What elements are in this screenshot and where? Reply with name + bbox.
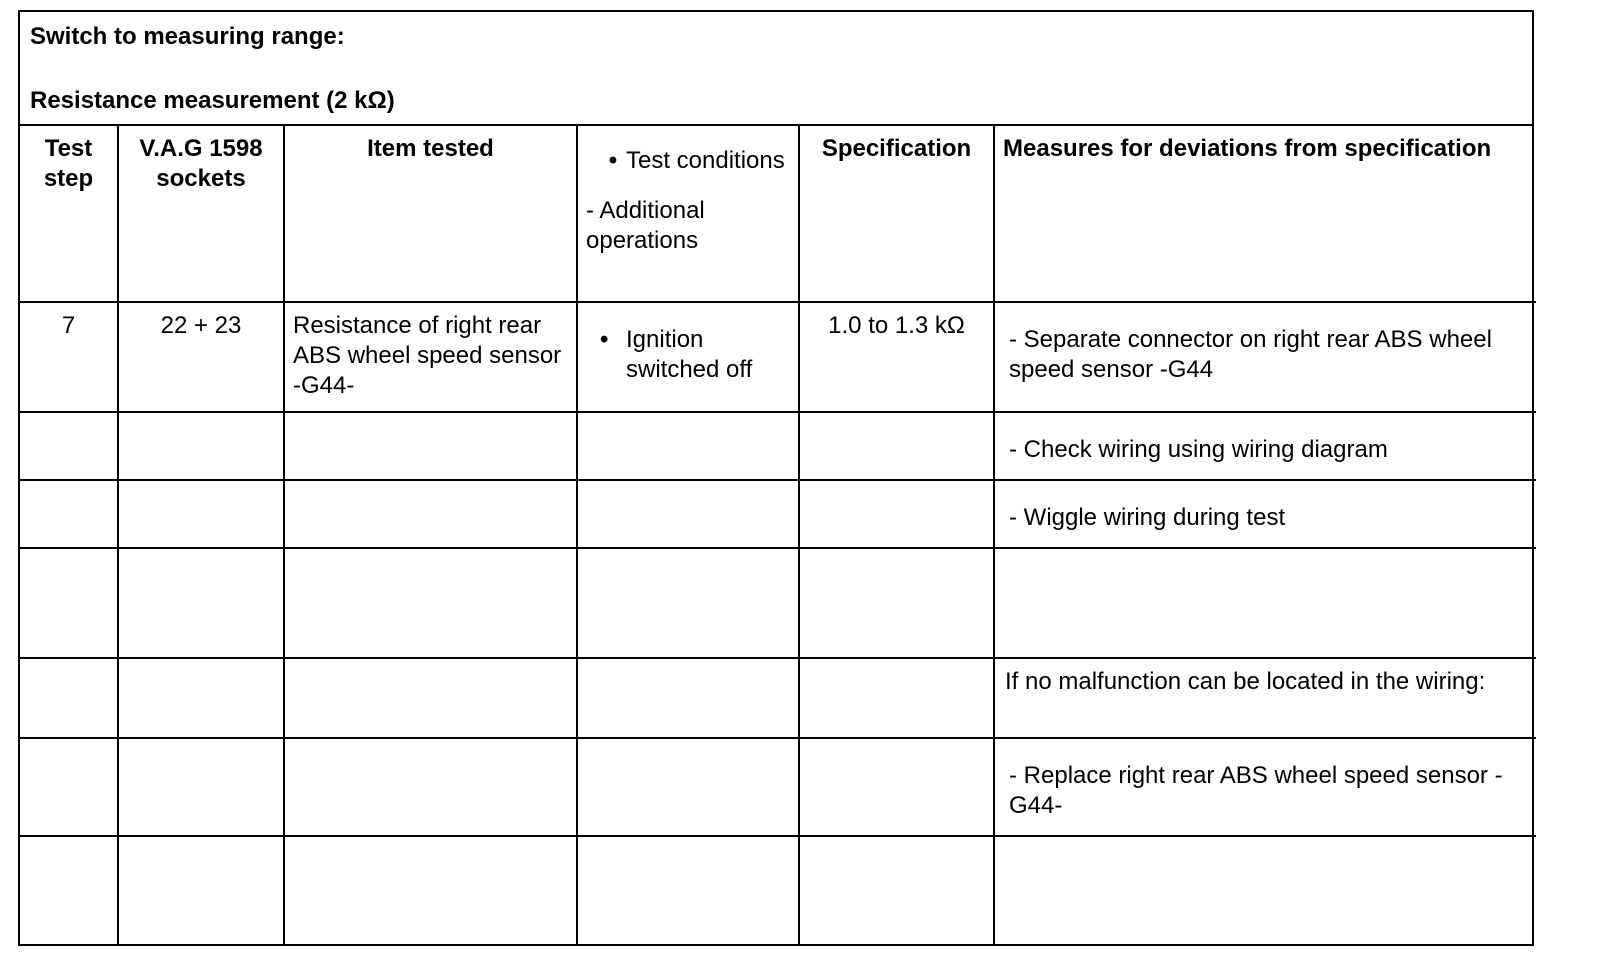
table-row [20, 836, 1536, 944]
cell-condition [577, 302, 799, 412]
cell-measure [994, 738, 1536, 836]
table-header-row [20, 126, 1536, 302]
table-row [20, 658, 1536, 738]
banner-resistance-measurement: Resistance measurement (2 kΩ) [30, 87, 395, 114]
cell-sockets: 22 + 23 [118, 302, 284, 412]
bullet-icon: • [600, 326, 609, 353]
measure-text: - Replace right rear ABS wheel speed sensor -G44- [1009, 762, 1503, 819]
cell-empty [20, 548, 118, 658]
measure-note-text: If no malfunction can be located in the wiring: [1005, 668, 1486, 695]
cell-empty [284, 836, 577, 944]
measure-text: - Wiggle wiring during test [1009, 504, 1286, 531]
test-steps-table [20, 126, 1536, 944]
cell-empty [284, 548, 577, 658]
header-test-step: Test step [20, 126, 118, 302]
measure-text: - Separate connector on right rear ABS wheel speed sensor -G44 [1009, 326, 1492, 383]
cell-empty [284, 658, 577, 738]
cell-empty [118, 480, 284, 548]
cell-empty [799, 412, 994, 480]
cell-empty [20, 658, 118, 738]
bullet-icon: • [608, 147, 618, 174]
table-row [20, 302, 1536, 412]
measuring-range-banner [20, 12, 1532, 126]
cell-empty [577, 658, 799, 738]
cell-empty [284, 480, 577, 548]
banner-switch-range: Switch to measuring range: [30, 23, 345, 50]
header-measures: Measures for deviations from specification [994, 126, 1536, 302]
cell-measure [994, 548, 1536, 658]
header-additional-operations: - Additional operations [586, 197, 705, 254]
table-row [20, 412, 1536, 480]
cell-empty [118, 548, 284, 658]
cell-empty [799, 738, 994, 836]
cell-empty [799, 548, 994, 658]
cell-empty [799, 480, 994, 548]
cell-empty [20, 412, 118, 480]
test-table-document [18, 10, 1534, 946]
header-test-conditions: Test conditions [626, 147, 785, 174]
cell-empty [20, 480, 118, 548]
cell-empty [20, 738, 118, 836]
cell-empty [577, 738, 799, 836]
table-row [20, 738, 1536, 836]
cell-empty [284, 738, 577, 836]
table-row [20, 548, 1536, 658]
header-item-tested: Item tested [284, 126, 577, 302]
cell-measure [994, 480, 1536, 548]
header-conditions [577, 126, 799, 302]
cell-empty [577, 836, 799, 944]
cell-empty [118, 658, 284, 738]
cell-empty [799, 836, 994, 944]
cell-test-step: 7 [20, 302, 118, 412]
cell-empty [284, 412, 577, 480]
cell-measure [994, 412, 1536, 480]
cell-empty [577, 480, 799, 548]
cell-measure-note [994, 658, 1536, 738]
cell-empty [577, 412, 799, 480]
header-conditions-bullet [586, 146, 790, 176]
cell-specification: 1.0 to 1.3 kΩ [799, 302, 994, 412]
header-specification: Specification [799, 126, 994, 302]
cell-empty [118, 836, 284, 944]
cell-measure [994, 836, 1536, 944]
cell-empty [118, 738, 284, 836]
cell-empty [799, 658, 994, 738]
condition-text: Ignition switched off [626, 326, 753, 383]
header-sockets: V.A.G 1598 sockets [118, 126, 284, 302]
table-row [20, 480, 1536, 548]
cell-empty [118, 412, 284, 480]
cell-empty [20, 836, 118, 944]
cell-item-tested: Resistance of right rear ABS wheel speed sensor -G44- [284, 302, 577, 412]
measure-text: - Check wiring using wiring diagram [1009, 436, 1388, 463]
condition-bullet [586, 325, 790, 385]
cell-empty [577, 548, 799, 658]
cell-measure [994, 302, 1536, 412]
